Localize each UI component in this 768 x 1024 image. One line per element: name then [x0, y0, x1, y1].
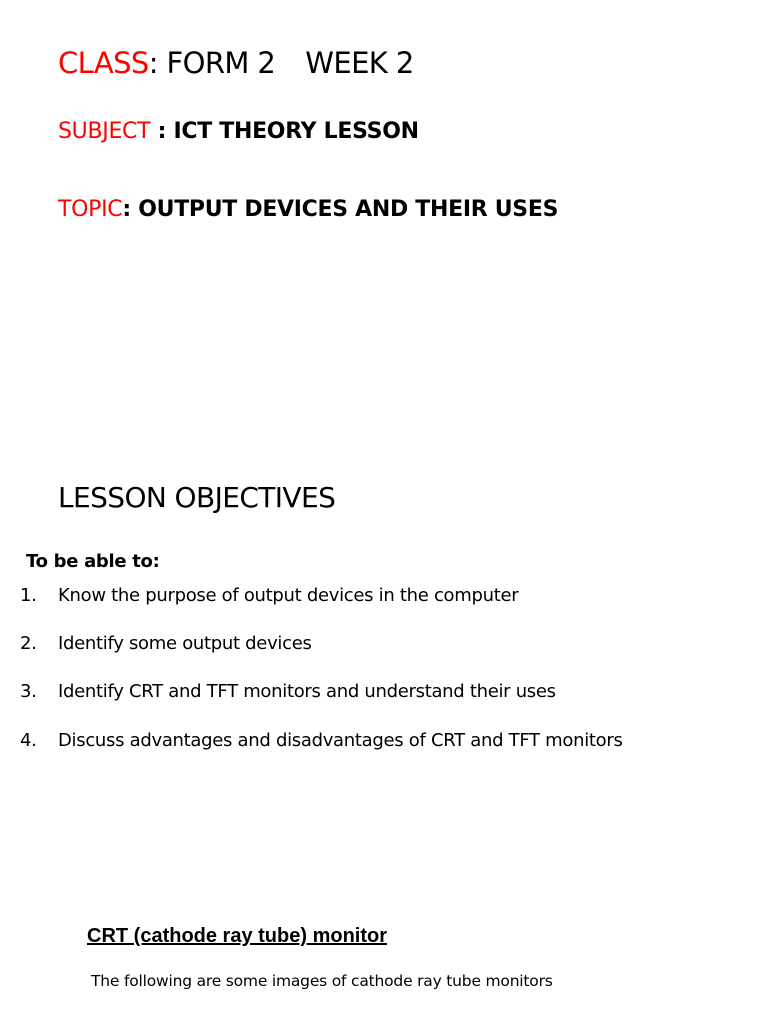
- list-item-number: 1.: [20, 585, 37, 606]
- subject-label: SUBJECT: [58, 119, 151, 144]
- topic-label: TOPIC: [58, 197, 123, 222]
- list-item: [20, 730, 623, 751]
- class-label: CLASS: [58, 46, 149, 80]
- topic-line: [58, 197, 558, 222]
- class-value: : FORM 2: [148, 46, 276, 80]
- subject-line: [58, 119, 419, 144]
- crt-section-description: The following are some images of cathode ray tube monitors: [91, 972, 553, 990]
- list-item-number: 4.: [20, 730, 37, 751]
- objectives-heading: LESSON OBJECTIVES: [58, 481, 336, 514]
- topic-value: : OUTPUT DEVICES AND THEIR USES: [122, 197, 559, 222]
- week-label: WEEK 2: [305, 46, 414, 80]
- list-item-text: Know the purpose of output devices in the computer: [58, 585, 519, 606]
- subject-value: : ICT THEORY LESSON: [150, 119, 419, 144]
- list-item: [20, 633, 312, 654]
- list-item-text: Identify some output devices: [58, 633, 312, 654]
- list-item: [20, 681, 556, 702]
- objectives-intro: To be able to:: [26, 551, 160, 572]
- class-week-line: [58, 46, 414, 80]
- list-item-text: Discuss advantages and disadvantages of CRT and TFT monitors: [58, 730, 623, 751]
- list-item-text: Identify CRT and TFT monitors and understand their uses: [58, 681, 556, 702]
- list-item: [20, 585, 518, 606]
- list-item-number: 3.: [20, 681, 37, 702]
- crt-section-heading: CRT (cathode ray tube) monitor: [87, 925, 388, 947]
- list-item-number: 2.: [20, 633, 37, 654]
